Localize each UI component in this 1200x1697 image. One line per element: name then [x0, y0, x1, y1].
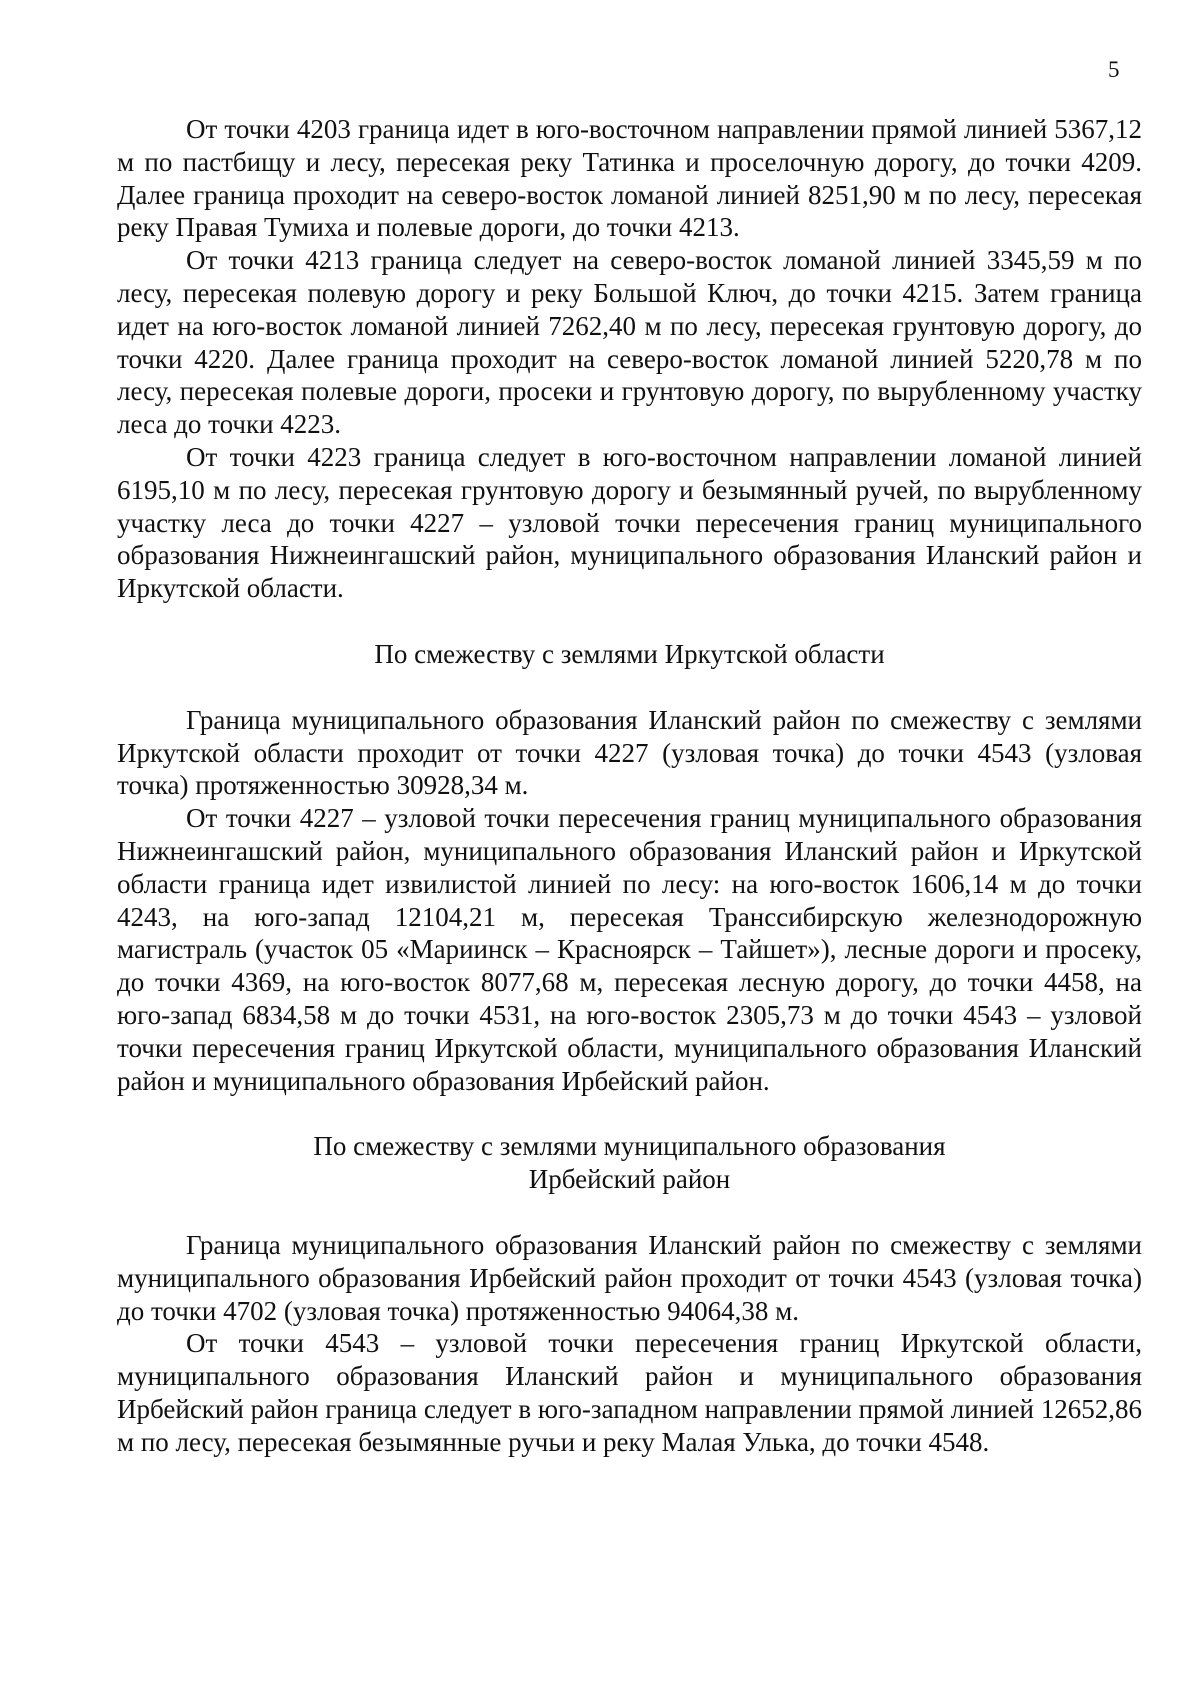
section-heading-line: По смежеству с землями муниципального образования: [313, 1131, 946, 1162]
paragraph: Граница муниципального образования Иланский район по смежеству с землями Иркутской области проходит от точки 4227 (узловая точка) до точки 4543 (узловая точка) протяженностью 30928,34 м.: [117, 704, 1142, 801]
spacer: [117, 1097, 1142, 1130]
paragraph: От точки 4223 граница следует в юго-восточном направлении ломаной линией 6195,10 м по лесу, пересекая грунтовую дорогу и безымянный ручей, по вырубленному участку леса до точки 4227 – узловой точки пересечения границ муниципального образования Нижнеингашский район, муниципального образования Иланский район и Иркутской области.: [117, 441, 1142, 604]
paragraph: От точки 4203 граница идет в юго-восточном направлении прямой линией 5367,12 м по пастбищу и лесу, пересекая реку Татинка и проселочную дорогу, до точки 4209. Далее граница проходит на северо-восток ломаной линией 8251,90 м по лесу, пересекая реку Правая Тумиха и полевые дороги, до точки 4213.: [117, 114, 1142, 243]
spacer: [117, 671, 1142, 704]
paragraph: От точки 4543 – узловой точки пересечения границ Иркутской области, муниципального образования Иланский район и муниципального образования Ирбейский район граница следует в юго-западном направлении прямой линией 12652,86 м по лесу, пересекая безымянные ручьи и реку Малая Улька, до точки 4548.: [117, 1328, 1142, 1457]
section-heading-line: Ирбейский район: [528, 1164, 731, 1195]
section-heading: [117, 638, 1142, 671]
document-body: [117, 113, 1142, 1458]
paragraph: Граница муниципального образования Иланский район по смежеству с землями муниципального образования Ирбейский район проходит от точки 4543 (узловая точка) до точки 4702 (узловая точка) протяженностью 94064,38 м.: [117, 1229, 1142, 1326]
paragraph: От точки 4213 граница следует на северо-восток ломаной линией 3345,59 м по лесу, пересекая полевую дорогу и реку Большой Ключ, до точки 4215. Затем граница идет на юго-восток ломаной линией 7262,40 м по лесу, пересекая грунтовую дорогу, до точки 4220. Далее граница проходит на северо-восток ломаной линией 5220,78 м по лесу, пересекая полевые дороги, просеки и грунтовую дорогу, по вырубленному участку леса до точки 4223.: [117, 245, 1142, 440]
section-heading: [117, 1130, 1142, 1196]
paragraph: От точки 4227 – узловой точки пересечения границ муниципального образования Нижнеингашский район, муниципального образования Иланский район и Иркутской области граница идет извилистой линией по лесу: на юго-восток 1606,14 м до точки 4243, на юго-запад 12104,21 м, пересекая Транссибирскую железнодорожную магистраль (участок 05 «Мариинск – Красноярск – Тайшет»), лесные дороги и просеку, до точки 4369, на юго-восток 8077,68 м, пересекая лесную дорогу, до точки 4458, на юго-запад 6834,58 м до точки 4531, на юго-восток 2305,73 м до точки 4543 – узловой точки пересечения границ Иркутской области, муниципального образования Иланский район и муниципального образования Ирбейский район.: [117, 803, 1142, 1096]
section-heading-line: По смежеству с землями Иркутской области: [374, 638, 885, 669]
spacer: [117, 605, 1142, 638]
page-number: 5: [1108, 57, 1120, 82]
spacer: [117, 1196, 1142, 1229]
